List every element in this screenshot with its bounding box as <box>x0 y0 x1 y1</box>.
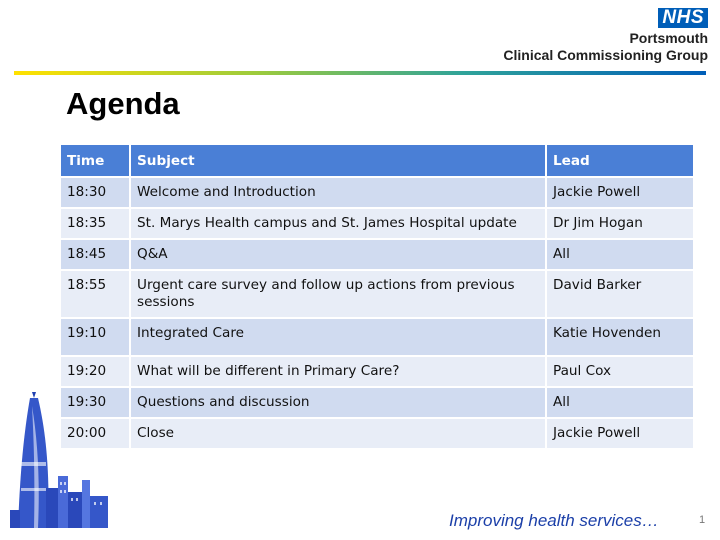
cell-subject: Urgent care survey and follow up actions from previous sessions <box>130 270 546 318</box>
table-row <box>61 208 694 239</box>
table-row <box>61 239 694 270</box>
table-header-row <box>61 145 694 177</box>
cell-time: 18:45 <box>61 239 130 270</box>
table-row <box>61 418 694 448</box>
cell-lead: All <box>546 387 694 418</box>
cell-time: 19:20 <box>61 356 130 387</box>
header-time: Time <box>61 145 130 177</box>
cell-lead: David Barker <box>546 270 694 318</box>
cell-subject: St. Marys Health campus and St. James Hospital update <box>130 208 546 239</box>
cell-lead: All <box>546 239 694 270</box>
cell-lead: Katie Hovenden <box>546 318 694 356</box>
cell-time: 19:30 <box>61 387 130 418</box>
agenda-table <box>61 145 695 448</box>
cell-subject: Integrated Care <box>130 318 546 356</box>
cell-lead: Jackie Powell <box>546 177 694 208</box>
cell-subject: Welcome and Introduction <box>130 177 546 208</box>
table-row <box>61 318 694 356</box>
cell-time: 19:10 <box>61 318 130 356</box>
cell-time: 18:35 <box>61 208 130 239</box>
nhs-logo <box>503 8 708 63</box>
cell-lead: Jackie Powell <box>546 418 694 448</box>
gradient-divider <box>14 71 706 75</box>
footer-tagline: Improving health services… <box>449 511 659 530</box>
cell-time: 18:30 <box>61 177 130 208</box>
cell-time: 20:00 <box>61 418 130 448</box>
cell-subject: Q&A <box>130 239 546 270</box>
spinnaker-tower-illustration <box>10 392 110 528</box>
header-subject: Subject <box>130 145 546 177</box>
table-row <box>61 387 694 418</box>
header-lead: Lead <box>546 145 694 177</box>
table-row <box>61 177 694 208</box>
org-name-line2: Clinical Commissioning Group <box>503 47 708 63</box>
cell-subject: Questions and discussion <box>130 387 546 418</box>
org-name-line1: Portsmouth <box>629 30 708 46</box>
page-number: 1 <box>699 514 706 526</box>
table-row <box>61 270 694 318</box>
cell-lead: Paul Cox <box>546 356 694 387</box>
slide-title: Agenda <box>66 86 180 121</box>
cell-subject: What will be different in Primary Care? <box>130 356 546 387</box>
cell-subject: Close <box>130 418 546 448</box>
cell-time: 18:55 <box>61 270 130 318</box>
table-row <box>61 356 694 387</box>
cell-lead: Dr Jim Hogan <box>546 208 694 239</box>
nhs-badge: NHS <box>658 8 708 28</box>
